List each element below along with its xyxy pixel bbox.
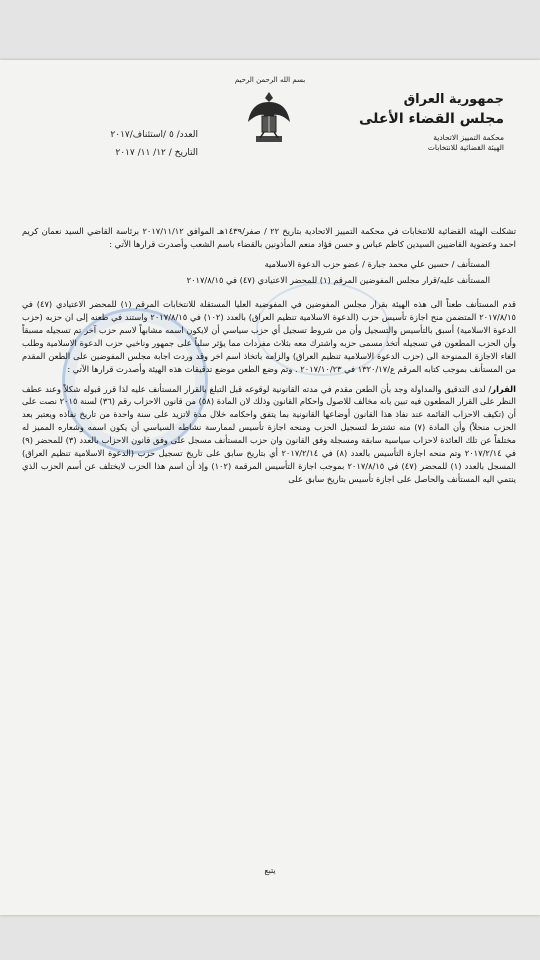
iraq-eagle-emblem-icon (246, 88, 292, 150)
reference-block (28, 130, 198, 166)
document-page (0, 60, 540, 915)
decision-label: القرار (491, 383, 517, 394)
intro-paragraph: تشكلت الهيئة القضائية للانتخابات في محكمة التمييز الاتحادية بتاريخ ٢٢ / صفر/١٤٣٩هـ الموافق ٢٠١٧/١١/١٢ برئاسة القاضي السيد نعمان كريم احمد وعضوية القاضيين السيدين كاظم عباس و حسن فؤاد منعم المأذونين بالقضاء باسم الشعب وأصدرت قرارها الآتي : (22, 226, 517, 249)
document-number: العدد/ ٥ /استئناف/٢٠١٧ (110, 130, 198, 140)
court-name: محكمة التمييز الاتحادية (433, 133, 504, 142)
facts-paragraph: قدم المستأنف طعناً الى هذه الهيئة بقرار مجلس المفوضين في المفوضية العليا المستقلة للانتخابات المرقم (١) للمحضر الاعتيادي (٤٧) في ٢٠١٧/٨/١٥ المتضمن منح اجازة تأسيس حزب (الدعوة الاسلامية تنظيم العراق) بالعدد (١٠٢) في ٢٠١٧/٨/١٥ واستند في طعنه إلى ان حزبه (حزب الدعوة الاسلامية) أسبق بالتأسيس والتسجيل وأن من شروط تسجيل أي حزب سياسي أن لايكون اسمه مشابهاً لاسم حزب آخر تم تسجيله مسبقاً وأن الحزب المطعون في تسجيله أتخذ مسمى حزبه واشترك معه بثلاث مفردات مما يؤثر سلباً على جمهور وناخبي حزب الدعوة الاسلامية وطلب الغاء الاجازة الممنوحة الى (حزب الدعوة الاسلامية تنظيم العراق) والزامه باتخاذ اسم اخر وقد وردت اجابة مجلس المفوضين على الطعن المقدم من المستأنف بموجب كتابه المرقم ع/١٣٢٠/١٧ في ٢٠١٧/١٠/٢٣ . وتم وضع الطعن موضع تدقيقات هذه الهيئة وأصدرت قرارها الآتي : (22, 299, 516, 374)
decision-text: لدى التدقيق والمداولة وجد بأن الطعن مقدم في مدته القانونية لوقوعه قبل التبلغ بالقرار المستأنف عليه لذا قرر قبوله شكلاً وعند عطف النظر على القرار المطعون فيه تبين بانه مخالف للاصول واحكام القانون وذلك لان المادة (٥٨) من قانون الاحزاب رقم (٣٦) لسنة ٢٠١٥ نصت على أن (تكيف الاحزاب القائمة عند نفاذ هذا القانون أوضاعها القانونية بما يتفق واحكامه خلال مدة لاتزيد على سنة واحدة من تاريخ نفاذه ويعتبر بعد الحزب منحلاً) وأن المادة (٧) منه تشترط لتسجيل الحزب ومنحه اجازة تأسيس لممارسة نشاطه السياسي أن يكون اسمه وشعاره المميز له مختلفاً عن تلك العائدة لاحزاب سياسية سابقة ومسجلة وفق القانون وان حزب المستأنف مسجل على وفق قانون الاحزاب بالعدد (٣) للمحضر (٩) في ٢٠١٧/٢/١٤ وتم منحه اجازة التأسيس بالعدد (٨) في ٢٠١٧/٢/١٤ أي بتاريخ سابق على تاريخ تسجيل حزب (الدعوة الاسلامية تنظيم العراق) المسجل بالعدد (١) للمحضر (٤٧) في ٢٠١٧/٨/١٥ بموجب اجازة التأسيس المرقمة (١٠٢) وإذ أن اسم هذا الحزب لايختلف عن أسم الحزب الذي ينتمي اليه المستأنف والحاصل على اجازة تأسيس بتاريخ سابق على (22, 383, 516, 484)
continuation-note: يتبع (264, 866, 276, 875)
commission-name: الهيئة القضائية للانتخابات (427, 143, 504, 152)
appellant-line: المستأنف / حسين علي محمد جبارة / عضو حزب الدعوة الاسلامية (264, 258, 490, 269)
republic-title: جمهورية العراق (403, 92, 504, 107)
bismillah: بسم الله الرحمن الرحيم (234, 76, 306, 84)
council-title: مجلس القضاء الأعلى (358, 111, 504, 127)
document-date: التاريخ / ١٢/ ١١/ ٢٠١٧ (115, 148, 198, 158)
decision-paragraph: القرار/ لدى التدقيق والمداولة وجد بأن الطعن مقدم في مدته القانونية لوقوعه قبل التبلغ بالقرار المستأنف عليه لذا قرر قبوله شكلاً وعند عطف النظر على القرار المطعون فيه تبين بانه مخالف للاصول واحكام القانون وذلك لان المادة (٥٨) من قانون الاحزاب رقم (٣٦) لسنة ٢٠١٥ نصت على أن (تكيف الاحزاب القائمة عند نفاذ هذا القانون أوضاعها القانونية بما يتفق واحكامه خلال مدة لاتزيد على سنة واحدة من تاريخ نفاذه ويعتبر بعد الحزب منحلاً) وأن المادة (٧) منه تشترط لتسجيل الحزب ومنحه اجازة تأسيس لممارسة نشاطه السياسي أن يكون اسمه وشعاره المميز له مختلفاً عن تلك العائدة لاحزاب سياسية سابقة ومسجلة وفق القانون وان حزب المستأنف مسجل على وفق قانون الاحزاب بالعدد (٣) للمحضر (٩) في ٢٠١٧/٢/١٤ وتم منحه اجازة التأسيس بالعدد (٨) في ٢٠١٧/٢/١٤ أي بتاريخ سابق على تاريخ تسجيل حزب (الدعوة الاسلامية تنظيم العراق) المسجل بالعدد (١) للمحضر (٤٧) في ٢٠١٧/٨/١٥ بموجب اجازة التأسيس المرقمة (١٠٢) وإذ أن اسم هذا الحزب لايختلف عن أسم الحزب الذي ينتمي اليه المستأنف والحاصل على اجازة تأسيس بتاريخ سابق على (22, 383, 517, 484)
header-authority (334, 92, 504, 153)
respondent-line: المستأنف عليه/قرار مجلس المفوضين المرقم (١) للمحضر الاعتيادي (٤٧) في ٢٠١٧/٨/١٥ (186, 274, 490, 285)
document-body (22, 225, 516, 492)
